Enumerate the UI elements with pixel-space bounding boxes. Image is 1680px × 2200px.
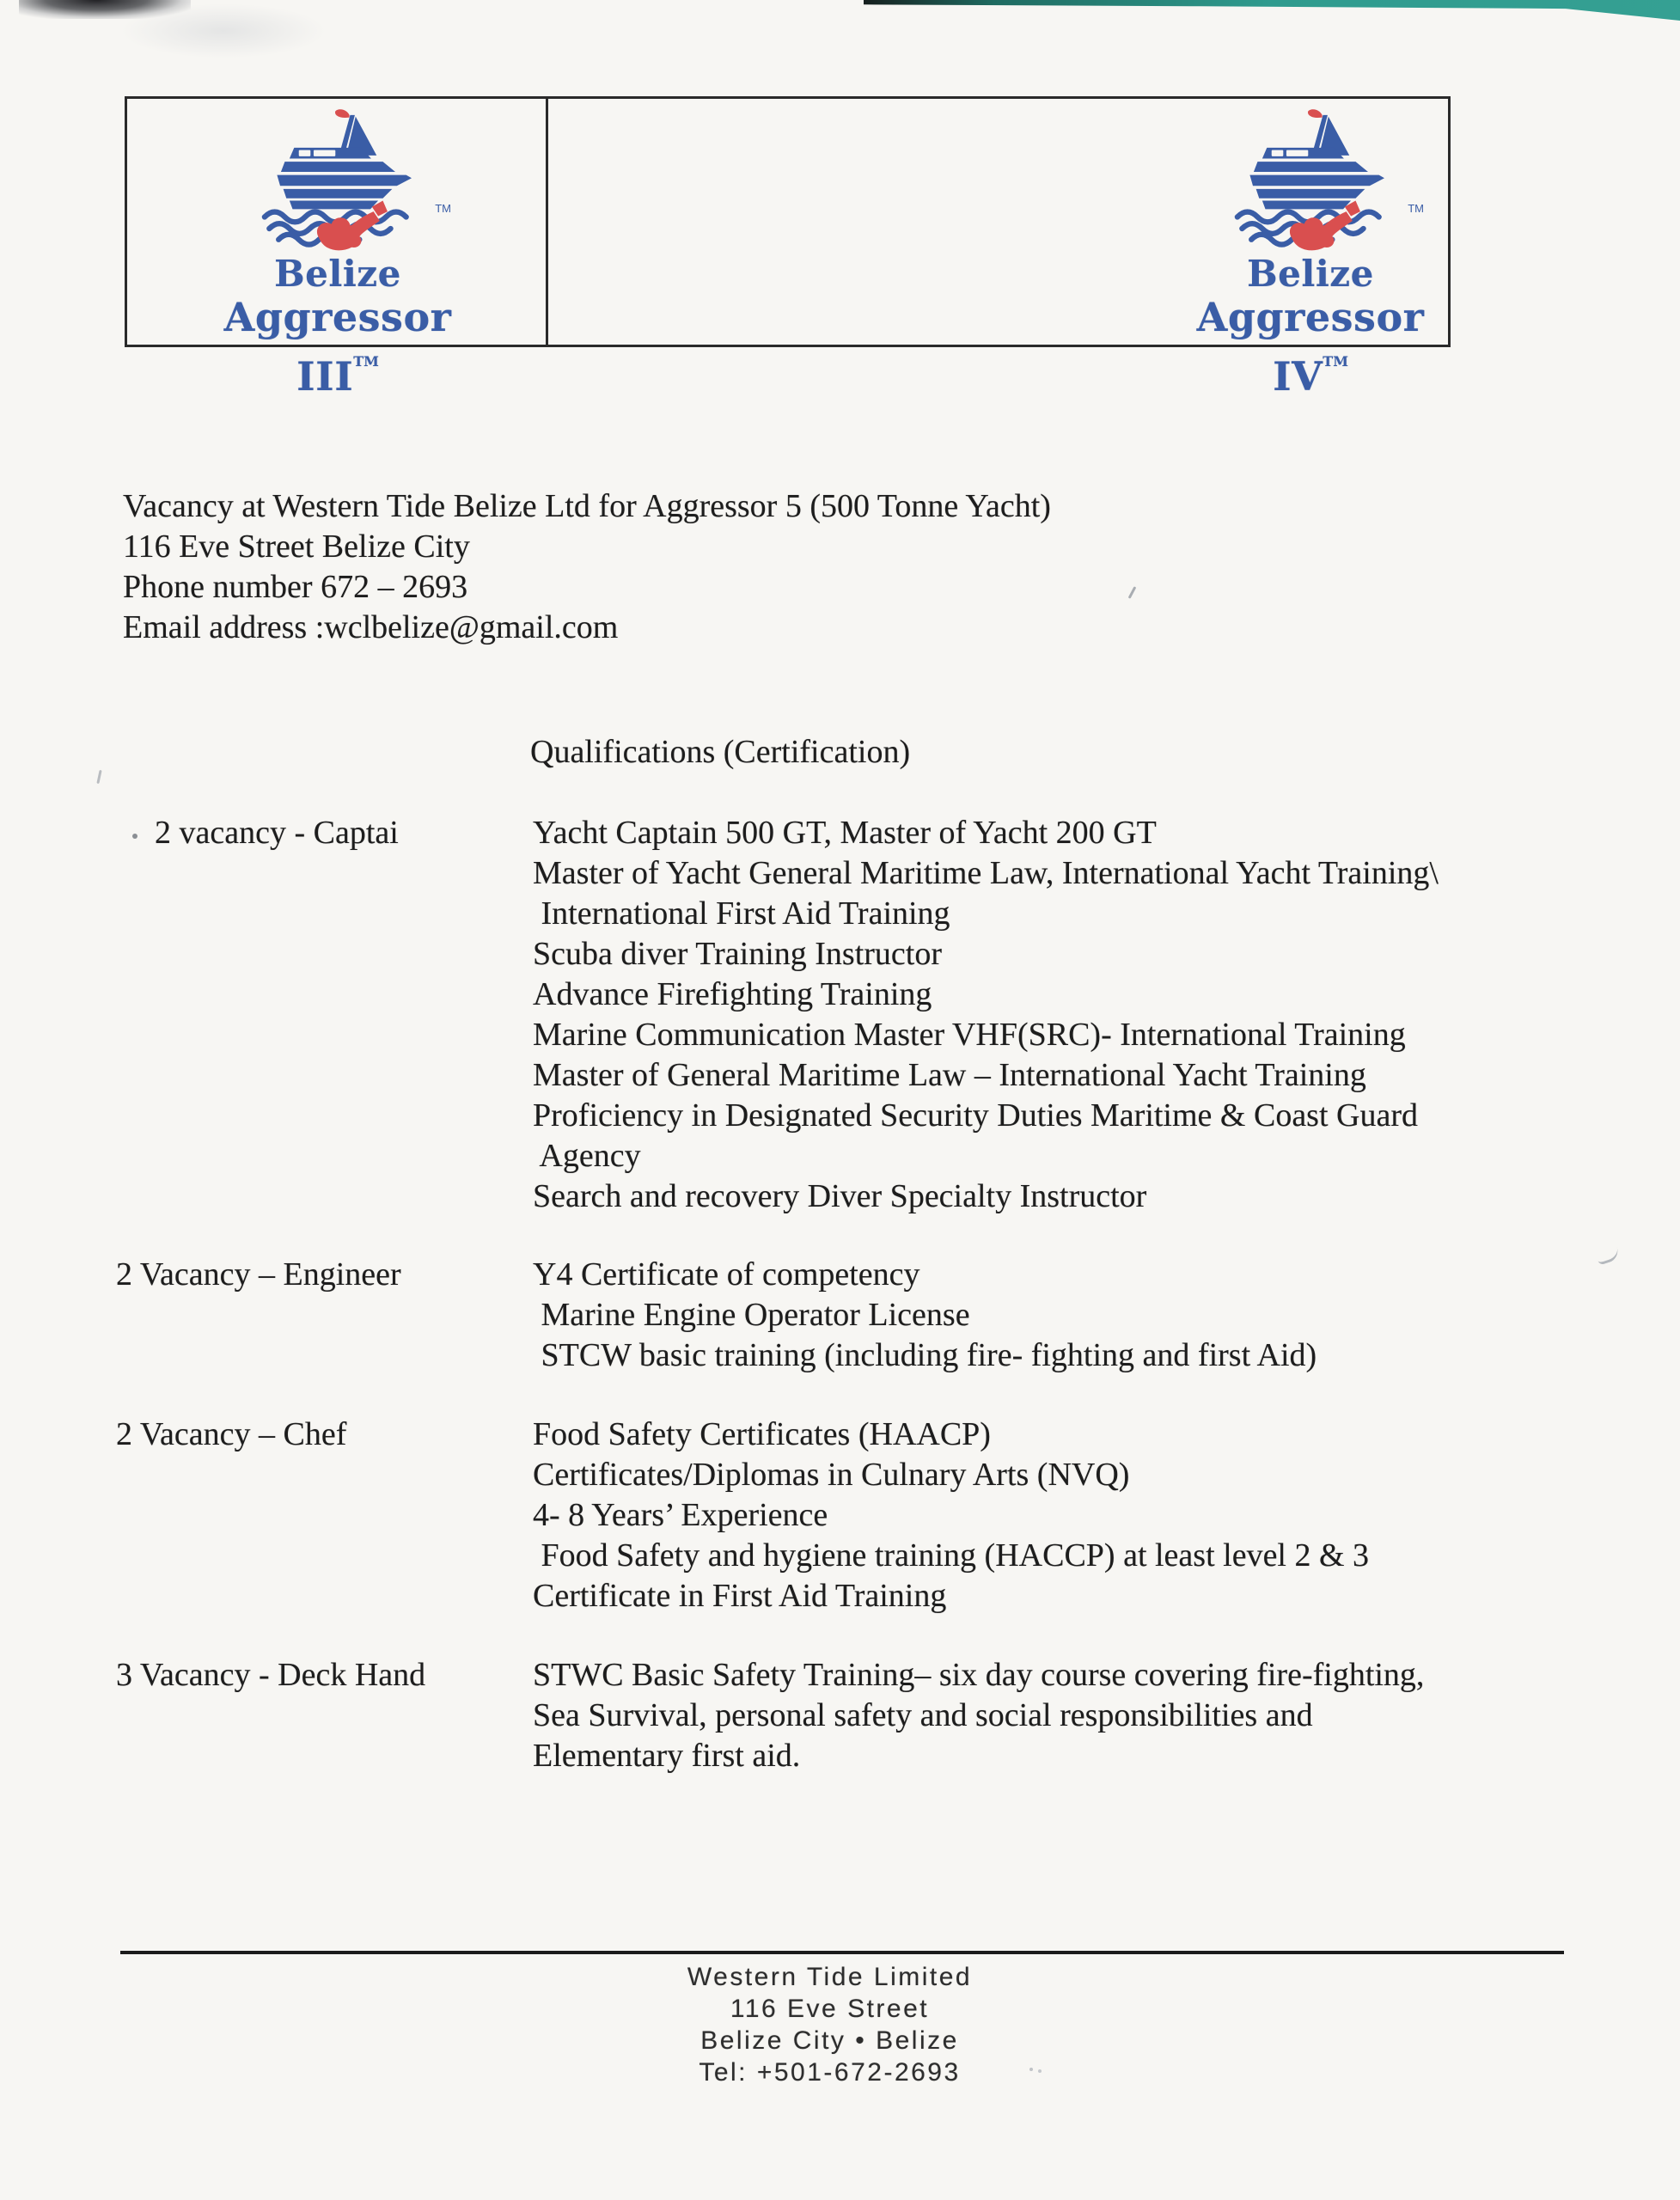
qualification-list-captain [533, 813, 1439, 1217]
qualification-line: Marine Engine Operator License [533, 1297, 970, 1333]
vacancy-label-chef: 2 Vacancy – Chef [116, 1416, 347, 1452]
qualification-line: Master of Yacht General Maritime Law, International Yacht Training\ [533, 855, 1439, 891]
intro-line: Vacancy at Western Tide Belize Ltd for Aggressor 5 (500 Tonne Yacht) [123, 488, 1051, 524]
company-footer-block [0, 1961, 1670, 2088]
trademark-symbol: TM [1408, 202, 1424, 215]
scan-mark-artifact [1595, 1244, 1621, 1265]
logo-model-text [200, 295, 475, 399]
qualification-list-chef [533, 1415, 1369, 1616]
qualification-line: Food Safety and hygiene training (HACCP) at least level 2 & 3 [533, 1537, 1370, 1574]
trademark-symbol: TM [1323, 353, 1348, 370]
scan-mark-artifact [1128, 586, 1137, 599]
belize-aggressor-iii-logo [200, 106, 475, 399]
yacht-diver-icon [1173, 106, 1448, 254]
footer-divider-line [120, 1951, 1564, 1954]
yacht-diver-icon [200, 106, 475, 254]
logo-model-text [1173, 295, 1448, 399]
intro-line: Email address :wclbelize@gmail.com [123, 609, 619, 645]
qualification-line: Yacht Captain 500 GT, Master of Yacht 200 GT [533, 815, 1157, 851]
trademark-symbol: TM [353, 353, 379, 370]
intro-line: Phone number 672 – 2693 [123, 569, 468, 605]
vacancy-label-deck-hand: 3 Vacancy - Deck Hand [116, 1657, 426, 1693]
qualifications-heading: Qualifications (Certification) [530, 734, 911, 770]
qualification-line: Search and recovery Diver Specialty Instructor [533, 1178, 1147, 1214]
qualification-line: Certificates/Diplomas in Culnary Arts (NVQ) [533, 1457, 1130, 1493]
qualification-line: Sea Survival, personal safety and social responsibilities and [533, 1697, 1313, 1733]
footer-line: Belize City • Belize [700, 2026, 959, 2055]
qualification-line: Y4 Certificate of competency [533, 1256, 920, 1292]
stray-bullet-dot [132, 834, 137, 839]
qualification-line: Scuba diver Training Instructor [533, 936, 943, 972]
logo-model-label: Aggressor IV [1196, 294, 1425, 400]
qualification-line: STCW basic training (including fire- fighting and first Aid) [533, 1337, 1317, 1373]
scan-mark-artifact [96, 770, 101, 784]
qualification-line: 4- 8 Years’ Experience [533, 1497, 828, 1533]
footer-line: Tel: +501-672-2693 [699, 2058, 961, 2087]
qualification-list-engineer [533, 1255, 1317, 1376]
qualification-line: Master of General Maritime Law – International Yacht Training [533, 1057, 1366, 1093]
logo-model-label: Aggressor III [223, 294, 452, 400]
scan-edge-strip-artifact [864, 0, 1680, 21]
vacancy-intro-block [123, 486, 1051, 648]
qualification-line: Proficiency in Designated Security Duties Maritime & Coast Guard [533, 1097, 1418, 1134]
belize-aggressor-iv-logo [1173, 106, 1448, 399]
qualification-line: International First Aid Training [533, 895, 950, 932]
footer-line: Western Tide Limited [687, 1963, 973, 1991]
qualification-line: STWC Basic Safety Training– six day course covering fire-fighting, [533, 1657, 1425, 1693]
trademark-symbol: TM [435, 202, 451, 215]
footer-line: 116 Eve Street [730, 1995, 930, 2023]
logo-brand-text: Belize [1247, 253, 1374, 295]
header-logo-table [125, 96, 1451, 400]
qualification-list-deck-hand [533, 1655, 1424, 1776]
qualification-line: Agency [533, 1138, 641, 1174]
vacancy-label-captain: 2 vacancy - Captai [155, 815, 399, 851]
logo-brand-text: Belize [274, 253, 401, 295]
qualification-line: Food Safety Certificates (HAACP) [533, 1416, 991, 1452]
vacancy-label-engineer: 2 Vacancy – Engineer [116, 1256, 401, 1292]
table-cell-divider [546, 99, 548, 345]
qualification-line: Advance Firefighting Training [533, 976, 932, 1012]
qualification-line: Certificate in First Aid Training [533, 1578, 947, 1614]
intro-line: 116 Eve Street Belize City [123, 529, 470, 565]
qualification-line: Elementary first aid. [533, 1738, 801, 1774]
qualification-line: Marine Communication Master VHF(SRC)- International Training [533, 1017, 1406, 1053]
scan-smudge-artifact [120, 3, 327, 58]
